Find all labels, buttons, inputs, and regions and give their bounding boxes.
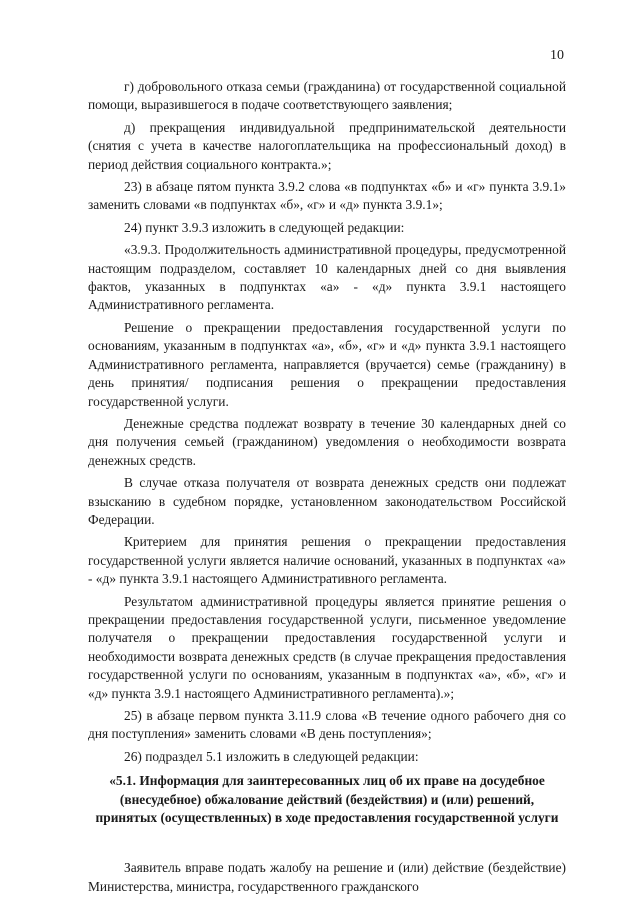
- document-body: [88, 78, 566, 896]
- paragraph-refund-deadline: Денежные средства подлежат возврату в течение 30 календарных дней со дня получения семьей (гражданином) уведомления о необходимости возврата денежных средств.: [88, 415, 566, 468]
- paragraph-decision-criterion: Критерием для принятия решения о прекращении предоставления государственной услуги является наличие оснований, указанных в подпунктах «а» - «д» пункта 3.9.1 настоящего Административного регламента.: [88, 534, 566, 587]
- paragraph-termination-decision: Решение о прекращении предоставления государственной услуги по основаниям, указанным в подпунктах «а», «б», «г» и «д» пункта 3.9.1 настоящего Административного регламента, направляется (вручается) семье (гражданину) в день принятия/ подписания решения о прекращении предоставления государственной услуги.: [88, 319, 566, 409]
- paragraph-procedure-result: Результатом административной процедуры является принятие решения о прекращении предоставления государственной услуги, письменное уведомление получателя о прекращении предоставления государственной услуги и необходимости возврата денежных средств (в случае прекращения предоставления государственной услуги по основаниям, указанным в подпунктах «а», «б», «г» и «д» пункта 3.9.1 настоящего Административного регламента).»;: [88, 593, 566, 701]
- paragraph-3-9-3: «3.9.3. Продолжительность административной процедуры, предусмотренной настоящим подразделом, составляет 10 календарных дней со дня выявления фактов, указанных в подпунктах «а» - «д» пункта 3.9.1 настоящего Административного регламента.: [88, 242, 566, 313]
- section-heading-5-1: «5.1. Информация для заинтересованных лиц об их праве на досудебное (внесудебное) обжалование действий (бездействия) и (или) решений, принятых (осуществленных) в ходе предоставления государственной услуги: [95, 773, 559, 826]
- paragraph-item-d: д) прекращения индивидуальной предпринимательской деятельности (снятия с учета в качестве налогоплательщика на профессиональный доход) в период действия социального контракта.»;: [88, 119, 566, 172]
- paragraph-complaint-right: Заявитель вправе подать жалобу на решение и (или) действие (бездействие) Министерства, министра, государственного гражданского: [88, 860, 566, 894]
- paragraph-item-g: г) добровольного отказа семьи (гражданина) от государственной социальной помощи, выразившегося в подаче соответствующего заявления;: [88, 79, 566, 113]
- paragraph-amendment-23: 23) в абзаце пятом пункта 3.9.2 слова «в подпунктах «б» и «г» пункта 3.9.1» заменить словами «в подпунктах «б», «г» и «д» пункта 3.9.1»;: [88, 179, 566, 213]
- page-number: 10: [550, 48, 564, 63]
- paragraph-amendment-26: 26) подраздел 5.1 изложить в следующей редакции:: [124, 748, 419, 764]
- paragraph-refusal-recovery: В случае отказа получателя от возврата денежных средств они подлежат взысканию в судебном порядке, установленном законодательством Российской Федерации.: [88, 475, 566, 527]
- paragraph-amendment-24: 24) пункт 3.9.3 изложить в следующей редакции:: [124, 219, 405, 235]
- paragraph-amendment-25: 25) в абзаце первом пункта 3.11.9 слова «В течение одного рабочего дня со дня поступления» заменить словами «В день поступления»;: [88, 708, 566, 742]
